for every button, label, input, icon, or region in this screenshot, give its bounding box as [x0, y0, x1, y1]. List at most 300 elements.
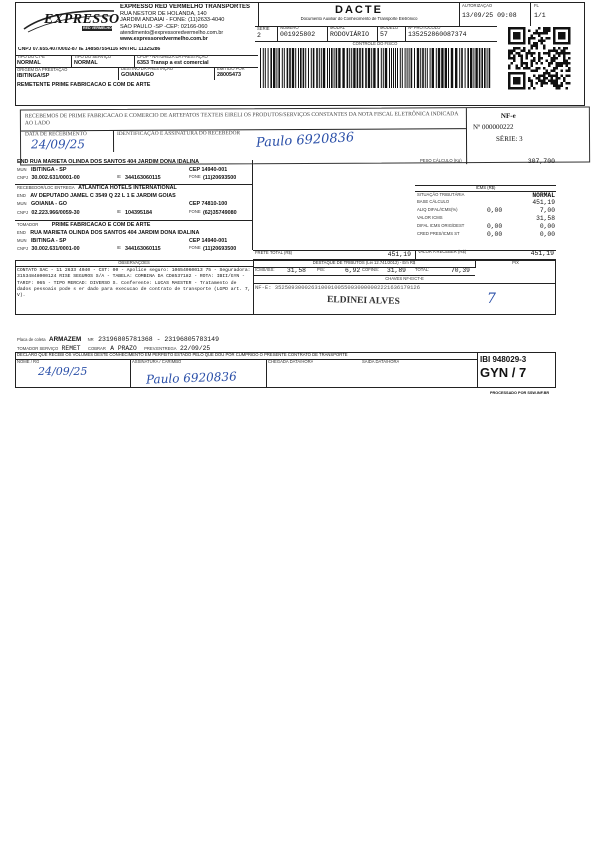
barcode-bar [336, 48, 338, 88]
qr-module [548, 37, 551, 40]
qr-module [531, 85, 534, 88]
aliq-label: ALIQ DIFAL/ICMS(%) [417, 207, 458, 212]
qr-module [508, 52, 511, 55]
qr-module [521, 65, 524, 68]
barcode-bar [484, 48, 486, 88]
qr-module [551, 62, 554, 65]
qr-module [548, 50, 551, 53]
qr-module [563, 55, 566, 58]
qr-module [518, 67, 521, 70]
receiver-end-value: AV DEPUTADO JAMEL C 3549 Q 22 L 1 E JARDIM GOIAS [30, 193, 176, 199]
qr-module [513, 50, 516, 53]
qr-module [556, 57, 559, 60]
nr-value: 23196805781368 - 23196805783149 [98, 336, 219, 343]
barcode-bar [359, 48, 361, 88]
barcode-bar [300, 48, 302, 88]
tomador-end-value: RUA MARIETA OLINDA DOS SANTOS 404 JARDIM DONA IDALINA [30, 230, 200, 236]
qr-module [553, 85, 556, 88]
qr-module [563, 52, 566, 55]
qr-module [543, 47, 546, 50]
qr-module [536, 32, 539, 35]
qr-module [553, 75, 556, 78]
barcode-bar [365, 48, 367, 88]
company-email: atendimento@expressoredvermelho.com.br [120, 30, 224, 37]
qr-module [543, 52, 546, 55]
top-ie-value: 344163060115 [125, 175, 161, 181]
qr-module [543, 75, 546, 78]
qr-module [531, 37, 534, 40]
qr-module [531, 65, 534, 68]
icmsiss-value: 31,58 [287, 268, 306, 274]
qr-module [566, 75, 569, 78]
barcode-bar [461, 48, 463, 88]
receipt-date-label: DATA DE RECEBIMENTO [24, 131, 87, 138]
qr-module [528, 87, 531, 90]
receipt-handwritten-date: 24/09/25 [31, 137, 85, 152]
barcode-bar [308, 48, 309, 88]
qr-module [546, 30, 549, 33]
qr-module [508, 65, 511, 68]
barcode-bar [276, 48, 277, 88]
qr-module [546, 72, 549, 75]
top-partial-cnpj-row [17, 175, 253, 181]
receiver-ie-label: IE [117, 210, 121, 214]
qr-module [561, 82, 564, 85]
protocolo-value: 135252860087374 [408, 30, 467, 38]
barcode-bar [329, 48, 330, 88]
qr-module [558, 47, 561, 50]
nr-label: NR [87, 337, 94, 342]
receiver-mun-label: MUN [17, 201, 27, 206]
qr-module [528, 77, 531, 80]
qr-finder-module [558, 32, 566, 40]
authorization-label: AUTORIZAÇÃO [462, 4, 493, 8]
tomador-end-row [17, 230, 253, 237]
barcode-bar [479, 48, 481, 88]
qr-module [531, 60, 534, 63]
qr-module [531, 70, 534, 73]
qr-module [568, 70, 571, 73]
nfe-serie: SÉRIE: 3 [495, 134, 523, 143]
receiver-ie-value: 104395184 [125, 210, 152, 216]
receipt-divider [21, 128, 466, 131]
qr-module [533, 60, 536, 63]
qr-module [553, 57, 556, 60]
qr-module [563, 80, 566, 83]
barcode-bar [441, 48, 443, 88]
serie-cell [257, 27, 277, 39]
qr-module [551, 77, 554, 80]
barcode-bar [334, 48, 335, 88]
barcode-bar [265, 48, 266, 88]
qr-module [521, 57, 524, 60]
base-label: BASE CÁLCULO [417, 199, 450, 204]
barcode-bar [445, 48, 447, 88]
receiver-cnpj-row [17, 210, 253, 217]
qr-module [546, 60, 549, 63]
qr-module [546, 77, 549, 80]
qr-module [541, 32, 544, 35]
qr-module [558, 55, 561, 58]
receiver-name: ATLANTICA HOTELS INTERNATIONAL [78, 185, 177, 191]
nfe-label: NF-e [500, 111, 516, 120]
difal-a-value: 0,00 [487, 223, 503, 230]
fl-label: FL [534, 4, 539, 8]
emitido-cell [214, 67, 258, 80]
qr-module [513, 55, 516, 58]
serie-value: 2 [257, 31, 261, 39]
prev-entrega-label: PREV.ENTREGA [144, 346, 177, 351]
barcode-bar [278, 48, 280, 88]
qr-module [526, 55, 529, 58]
barcode-bar [282, 48, 283, 88]
barcode-bar [331, 48, 333, 88]
remetente-partial: REMETENTE PRIME FABRICACAO E COM DE ARTE [17, 82, 151, 88]
barcode-bar [368, 48, 370, 88]
barcode-bar [295, 48, 296, 88]
ibi-code: IBI 948029-3 [480, 355, 527, 364]
tomador-label: TOMADOR [17, 222, 39, 227]
barcode-icon [258, 48, 496, 88]
qr-module [533, 57, 536, 60]
qr-module [561, 50, 564, 53]
qr-module [548, 80, 551, 83]
qr-module [543, 32, 546, 35]
barcode-bar [351, 48, 352, 88]
receiver-cnpj-label: CNPJ [17, 210, 28, 215]
qr-module [516, 52, 519, 55]
qr-module [531, 55, 534, 58]
qr-module [538, 27, 541, 30]
top-mun-label: MUN [17, 167, 27, 172]
barcode-bar [316, 48, 318, 88]
qr-module [553, 80, 556, 83]
qr-module [561, 75, 564, 78]
qr-module [568, 62, 571, 65]
fl-value: 1/1 [534, 11, 546, 19]
tomador-end-label: END [17, 230, 26, 235]
receiver-label: RECEBEDOR/LOC ENTREGA [17, 185, 75, 190]
qr-module [536, 45, 539, 48]
qr-module [516, 47, 519, 50]
qr-module [563, 50, 566, 53]
barcode-bar [284, 48, 285, 88]
qr-module [528, 67, 531, 70]
barcode-bar [430, 48, 431, 88]
qr-module [538, 40, 541, 43]
qr-module [543, 40, 546, 43]
qr-module [558, 87, 561, 90]
cofins-label: COFINS: [362, 268, 379, 272]
qr-module [556, 72, 559, 75]
receiver-cnpj-value: 02.223.966/0059-30 [31, 210, 80, 216]
frete-cell [255, 251, 413, 257]
receiver-end-label: END [17, 193, 26, 198]
qr-module [538, 32, 541, 35]
top-mun-value: IBITINGA - SP [31, 167, 67, 173]
barcode-bar [420, 48, 421, 88]
modal-value: RODOVIÁRIO [330, 30, 370, 38]
receiver-cep-value: CEP 74810-100 [189, 201, 228, 207]
origem-value: IBITINGA/SP [17, 72, 50, 79]
tomador-cnpj-label: CNPJ [17, 246, 28, 251]
qr-module [526, 52, 529, 55]
barcode-bar [289, 48, 291, 88]
qr-module [556, 67, 559, 70]
barcode-bar [414, 48, 415, 88]
qr-module [526, 65, 529, 68]
top-fone-label: FONE [189, 175, 201, 179]
qr-module [548, 62, 551, 65]
qr-module [513, 60, 516, 63]
qr-module [548, 27, 551, 30]
icmsiss-label: ICMS/ISS: [255, 268, 275, 272]
numero-value: 001925802 [280, 30, 316, 38]
footer-hand-date: 24/09/25 [38, 365, 88, 378]
tomador-servico-value: REMET [61, 345, 81, 352]
barcode-bar [362, 48, 364, 88]
qr-module [546, 70, 549, 73]
qr-module [561, 52, 564, 55]
receiver-mun-value: GOIANIA - GO [30, 201, 67, 207]
tomador-cnpj-value: 30.002.631/0001-00 [31, 246, 80, 252]
qr-module [568, 75, 571, 78]
qr-module [533, 42, 536, 45]
placa-label: Placa de coleta [17, 337, 46, 342]
cobrar-label: COBRAR [87, 346, 106, 351]
qr-module [538, 60, 541, 63]
qr-finder-module [513, 32, 521, 40]
barcode-bar [311, 48, 312, 88]
qr-module [541, 62, 544, 65]
qr-module [508, 55, 511, 58]
qr-module [541, 57, 544, 60]
qr-module [538, 77, 541, 80]
qr-module [533, 70, 536, 73]
barcode-bar [489, 48, 491, 88]
qr-module [528, 50, 531, 53]
qr-module [558, 77, 561, 80]
chave-value: NF-E: 35250930002631000100550030000002221636179126 [255, 285, 421, 291]
prev-entrega-value: 22/09/25 [179, 345, 211, 352]
qr-module [568, 52, 571, 55]
peso-row [420, 159, 555, 165]
barcode-bar [327, 48, 328, 88]
qr-module [551, 80, 554, 83]
icms-title: ICMS (R$) [415, 185, 556, 192]
qr-module [531, 52, 534, 55]
authorization-value: 13/09/25 09:08 [462, 11, 517, 19]
barcode-bar [347, 48, 349, 88]
barcode-bar [405, 48, 406, 88]
barcode-bar [383, 48, 384, 88]
qr-module [546, 27, 549, 30]
total-label: TOTAL: [415, 268, 430, 272]
qr-module [566, 82, 569, 85]
qr-module [511, 57, 514, 60]
qr-module [553, 67, 556, 70]
qr-module [526, 67, 529, 70]
qr-module [536, 70, 539, 73]
qr-module [521, 55, 524, 58]
qr-module [566, 70, 569, 73]
barcode-bar [321, 48, 322, 88]
top-fone-value: (11)20693500 [203, 175, 237, 181]
aliq-a-value: 0,00 [487, 207, 503, 214]
declaration-text: DECLARO QUE RECEBI OS VOLUMES DESTE CONHECIMENTO EM PERFEITO ESTADO PELO QUE DOU POR CUMPRIDO O PRESENTE CONTRATO DE TRANSPORTE [17, 353, 348, 357]
nfe-number: Nº 000000222 [472, 122, 514, 132]
modelo-cell [377, 26, 405, 42]
qr-module [528, 37, 531, 40]
obs-text: CONTATO SAC - 11 2633 4040 - CST: 00 - Apolice seguro: 10654060013 75 - Seguradora: 31534848000124 RISE SEGUROS S/A - TABELA: COMBINA DA CD8537182 - ROTA: IBII/GYN - TARIF: 065 - TIPO MERCAD: DIVERSO S. Conferente: LUCAS MAESTER - Tratamento de dados pessoais pode s er dado para execucao de contrato de transporte (LGPD art. 7, V). [17, 268, 251, 299]
declaration-line [15, 359, 477, 360]
tipo-cte-cell [17, 55, 71, 66]
qr-module [546, 32, 549, 35]
barcode-bar [436, 48, 437, 88]
assin-divider [130, 359, 131, 388]
qr-module [523, 67, 526, 70]
top-cnpj-label: CNPJ [17, 175, 28, 180]
qr-module [523, 50, 526, 53]
qr-module [568, 57, 571, 60]
qr-module [566, 47, 569, 50]
qr-module [566, 87, 569, 90]
top-cep-value: CEP 14940-001 [189, 167, 228, 173]
qr-module [543, 80, 546, 83]
cfop-cell [134, 55, 258, 67]
barcode-bar [448, 48, 449, 88]
qr-module [566, 65, 569, 68]
barcode-bar [467, 48, 469, 88]
qr-module [556, 52, 559, 55]
qr-module [508, 50, 511, 53]
valor-icms-value: 31,58 [536, 215, 555, 222]
fl-box [530, 2, 585, 26]
qr-module [541, 75, 544, 78]
modal-cell [327, 26, 377, 42]
qr-module [536, 82, 539, 85]
barcode-bar [313, 48, 315, 88]
tomador-mun-row [17, 238, 253, 245]
barcode-bar [395, 48, 396, 88]
qr-module [533, 87, 536, 90]
qr-module [528, 40, 531, 43]
qr-module [561, 85, 564, 88]
qr-module [536, 67, 539, 70]
qr-module [553, 82, 556, 85]
qr-module [553, 47, 556, 50]
chaves-label: CHAVES NF-E/CT-E [385, 277, 424, 281]
base-value: 451,19 [532, 199, 555, 206]
qr-module [553, 60, 556, 63]
cred-b-value: 0,00 [539, 231, 555, 238]
company-name: EXPRESSO RED VERMELHO TRANSPORTES [120, 4, 251, 10]
qr-module [568, 82, 571, 85]
qr-module [558, 62, 561, 65]
qr-module [548, 75, 551, 78]
qr-code [500, 27, 580, 91]
qr-module [533, 32, 536, 35]
emitido-label: EMITIDO POR [217, 67, 245, 71]
qr-module [538, 52, 541, 55]
barcode-bar [319, 48, 320, 88]
obs-stamp: ELDINEI ALVES [326, 295, 400, 307]
barcode-bar [393, 48, 394, 88]
qr-module [521, 62, 524, 65]
company-cnpj-line: CNPJ 07.655.407/0002-87 IE 148587554116 RNTRC 11325286 [18, 47, 161, 52]
qr-module [563, 60, 566, 63]
barcode-bar [432, 48, 434, 88]
processado-label: PROCESSADO POR SSW.INF.BR [490, 391, 550, 395]
barcode-bar [409, 48, 410, 88]
dacte-title: DACTE [335, 4, 383, 16]
numero-cell [277, 26, 327, 42]
qr-module [511, 50, 514, 53]
authorization-box [462, 4, 532, 19]
qr-module [526, 57, 529, 60]
obs-title: OBSERVAÇÕES [118, 261, 150, 265]
placa-value: ARMAZEM [49, 336, 82, 343]
qr-module [566, 60, 569, 63]
company-address-1: RUA NESTOR DE HOLANDA, 140 [120, 10, 207, 17]
footer-hand-signature: Paulo 6920836 [145, 369, 237, 387]
qr-module [543, 67, 546, 70]
tomador-ie-label: IE [117, 246, 121, 250]
barcode-bar [338, 48, 340, 88]
placa-row [17, 336, 277, 344]
peso-label: PESO CÁLCULO (Kg) [420, 158, 462, 163]
dacte-subtitle: Documento Auxiliar do Conhecimento de Transporte Eletrônico [300, 16, 418, 21]
qr-module [518, 55, 521, 58]
difal-b-value: 0,00 [539, 223, 555, 230]
total-value: 70,39 [451, 268, 470, 274]
company-info [120, 4, 258, 42]
obs-title-line [15, 266, 253, 267]
gyn-code: GYN / 7 [480, 365, 527, 380]
qr-module [551, 57, 554, 60]
qr-module [536, 30, 539, 33]
qr-module [553, 55, 556, 58]
controle-fisco-label: CONTROLE DO FISCO [352, 42, 398, 46]
qr-module [511, 52, 514, 55]
assinatura-label: ASSINATURA / CARIMBO [132, 360, 182, 364]
qr-module [528, 80, 531, 83]
barcode-bar [385, 48, 387, 88]
barcode-bar [402, 48, 403, 88]
qr-module [536, 42, 539, 45]
qr-module [528, 42, 531, 45]
qr-module [566, 52, 569, 55]
qr-module [541, 42, 544, 45]
tipo-servico-label: TIPO DO SERVIÇO [74, 55, 112, 59]
numero-label: NUMERO [280, 26, 299, 30]
barcode-bar [422, 48, 424, 88]
receipt-nfe-divider [466, 108, 467, 164]
barcode-bar [292, 48, 294, 88]
qr-module [558, 85, 561, 88]
receipt-stub [20, 107, 590, 166]
qr-module [513, 47, 516, 50]
barcode-bar [455, 48, 457, 88]
origem-label: ORIGEM DA PRESTAÇÃO [17, 68, 68, 72]
barcode-bar [438, 48, 440, 88]
qr-module [551, 60, 554, 63]
qr-module [538, 55, 541, 58]
qr-module [543, 45, 546, 48]
qr-code-icon [500, 27, 580, 91]
barcode-bar [381, 48, 382, 88]
destino-label: DESTINO DA PRESTAÇÃO [121, 67, 174, 71]
